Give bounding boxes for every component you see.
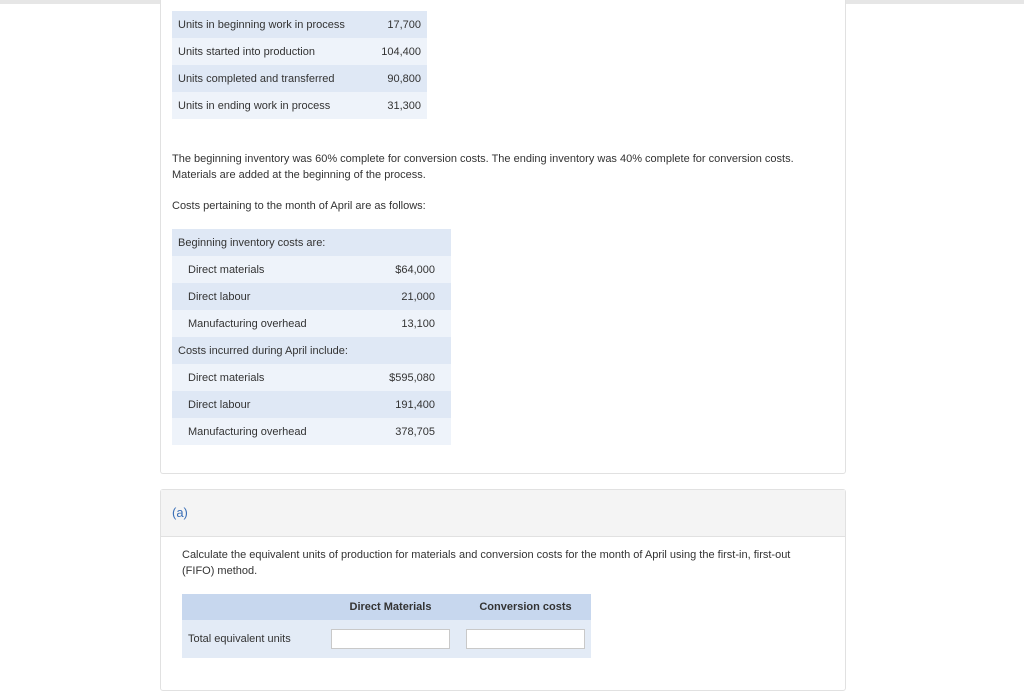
table-row	[172, 229, 451, 256]
answer-header-row	[182, 594, 591, 620]
cost-label: Direct labour	[172, 283, 378, 310]
units-table	[172, 11, 427, 119]
cost-label: Direct labour	[172, 391, 378, 418]
answer-table	[182, 594, 591, 658]
completion-paragraph: The beginning inventory was 60% complete for conversion costs. The ending inventory was 40% complete for conversion costs. Materials are added at the beginning of the process.	[172, 153, 794, 181]
units-value: 31,300	[373, 92, 427, 119]
cost-label: Manufacturing overhead	[172, 310, 378, 337]
units-label: Units in ending work in process	[172, 92, 373, 119]
cost-value: 378,705	[378, 418, 451, 445]
cost-label: Direct materials	[172, 364, 378, 391]
units-label: Units completed and transferred	[172, 65, 373, 92]
table-row	[172, 11, 427, 38]
table-row	[172, 283, 451, 310]
cost-table	[172, 229, 451, 445]
units-value: 17,700	[373, 11, 427, 38]
table-row	[172, 256, 451, 283]
conversion-equivalent-units-input[interactable]	[466, 629, 585, 649]
table-row	[172, 337, 451, 364]
column-direct-materials: Direct Materials	[321, 594, 460, 620]
cost-value: 13,100	[378, 310, 451, 337]
table-row	[172, 65, 427, 92]
table-row	[172, 418, 451, 445]
table-row	[182, 620, 591, 658]
units-value: 104,400	[373, 38, 427, 65]
costs-incurred-header: Costs incurred during April include:	[172, 337, 378, 364]
cost-value: $595,080	[378, 364, 451, 391]
units-label: Units in beginning work in process	[172, 11, 373, 38]
table-row	[172, 391, 451, 418]
total-equivalent-units-label: Total equivalent units	[182, 620, 321, 658]
costs-intro-paragraph: Costs pertaining to the month of April are as follows:	[172, 200, 426, 212]
cost-value: $64,000	[378, 256, 451, 283]
part-a-instruction: Calculate the equivalent units of production for materials and conversion costs for the month of April using the first-in, first-out (FIFO) method.	[182, 549, 791, 577]
cost-value: 191,400	[378, 391, 451, 418]
materials-equivalent-units-input[interactable]	[331, 629, 450, 649]
part-a-header	[161, 490, 845, 537]
cost-value: 21,000	[378, 283, 451, 310]
column-conversion-costs: Conversion costs	[460, 594, 591, 620]
table-row	[172, 92, 427, 119]
part-a-card	[160, 489, 846, 691]
part-a-label: (a)	[172, 505, 188, 520]
table-row	[172, 310, 451, 337]
units-label: Units started into production	[172, 38, 373, 65]
cost-label: Direct materials	[172, 256, 378, 283]
units-value: 90,800	[373, 65, 427, 92]
table-row	[172, 38, 427, 65]
beginning-inventory-header: Beginning inventory costs are:	[172, 229, 378, 256]
table-row	[172, 364, 451, 391]
cost-label: Manufacturing overhead	[172, 418, 378, 445]
